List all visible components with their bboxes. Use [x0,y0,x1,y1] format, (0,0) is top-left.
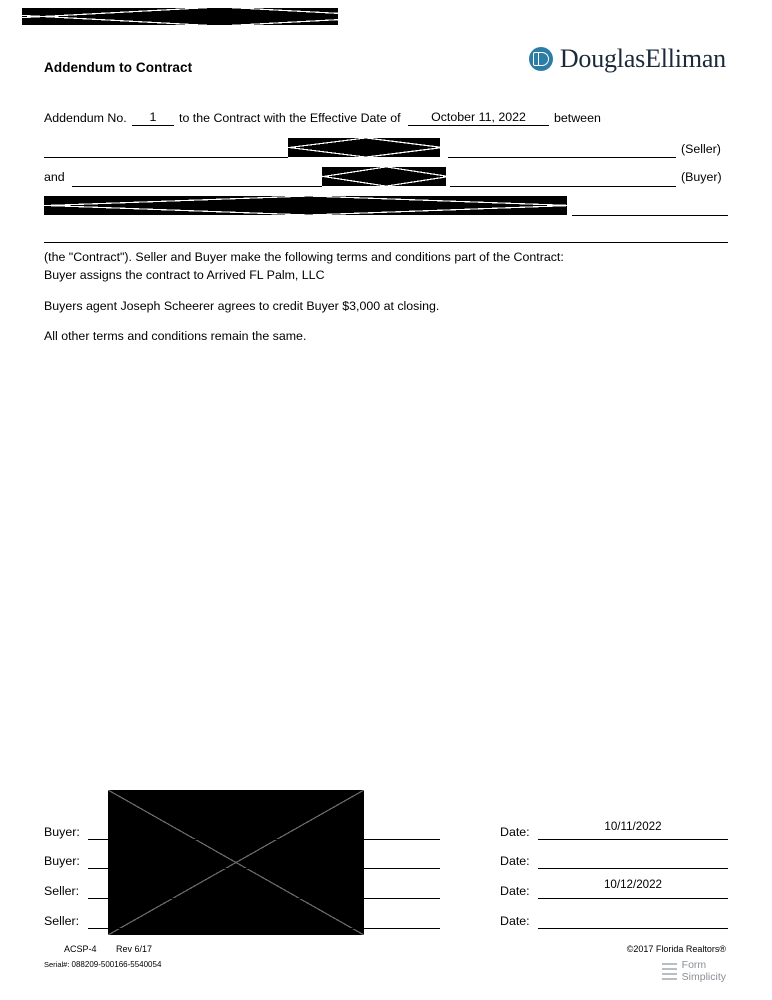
date-rule-seller-2 [538,928,728,929]
date-label-buyer-2: Date: [500,854,530,868]
term-line-2: Buyers agent Joseph Scheerer agrees to credit Buyer $3,000 at closing. [44,299,440,313]
form-simplicity-logo [662,960,726,983]
signature-image [108,790,364,935]
date-label-buyer-1: Date: [500,825,530,839]
document-lines-icon [662,962,677,982]
footer-serial [44,960,161,969]
addendum-number-value: 1 [149,110,157,124]
and-label: and [44,170,65,184]
addendum-number-rule [132,125,174,126]
footer-copyright: ©2017 Florida Realtors® [626,944,726,954]
redaction-block-header [22,8,338,25]
term-line-1: Buyer assigns the contract to Arrived FL Palm, LLC [44,268,325,282]
date-rule-buyer-1 [538,839,728,840]
footer-serial-number: 088209-500166-5540054 [71,960,162,969]
redaction-block-seller-name [288,138,440,157]
date-value-seller-1: 10/12/2022 [603,878,663,891]
term-line-3: All other terms and conditions remain the same. [44,329,307,343]
signature-rule-buyer-1 [88,839,440,840]
form-simplicity-line2: Simplicity [681,970,726,983]
date-label-seller-1: Date: [500,884,530,898]
signature-label-buyer-2: Buyer: [44,854,80,868]
between-label: between [554,111,601,125]
property-address-rule-2 [44,242,728,243]
signature-rule-buyer-2 [88,868,440,869]
signature-rule-seller-2 [88,928,440,929]
seller-name-rule-1 [44,157,288,158]
form-simplicity-line1: Form [681,959,707,971]
date-rule-buyer-2 [538,868,728,869]
footer-form-code: ACSP-4 [64,944,97,954]
buyer-name-rule-2 [450,186,676,187]
page-title: Addendum to Contract [44,60,193,75]
signature-label-buyer-1: Buyer: [44,825,80,839]
buyer-label: (Buyer) [681,170,722,184]
date-label-seller-2: Date: [500,914,530,928]
brand-name: DouglasElliman [559,44,726,73]
signature-label-seller-2: Seller: [44,914,80,928]
footer-revision: Rev 6/17 [116,944,153,954]
addendum-number-prefix: Addendum No. [44,111,127,125]
redaction-block-buyer-name [322,167,446,186]
footer-serial-prefix: Serial#: [44,960,70,969]
date-rule-seller-1 [538,898,728,899]
brand-logo [529,44,726,74]
seller-name-rule-2 [448,157,676,158]
form-simplicity-wordmark [682,960,726,983]
date-value-buyer-1: 10/11/2022 [604,820,662,833]
effective-date-value: October 11, 2022 [431,110,526,124]
buyer-name-rule-1 [72,186,322,187]
effective-date-prefix: to the Contract with the Effective Date of [179,111,401,125]
seller-label: (Seller) [681,142,721,156]
redaction-block-property-address [44,196,567,215]
property-address-rule [572,215,728,216]
effective-date-rule [408,125,549,126]
signature-label-seller-1: Seller: [44,884,80,898]
contract-intro-text: (the "Contract"). Seller and Buyer make the following terms and conditions part of the Contract: [44,250,564,264]
signature-rule-seller-1 [88,898,440,899]
douglas-elliman-logo-icon [529,47,553,71]
